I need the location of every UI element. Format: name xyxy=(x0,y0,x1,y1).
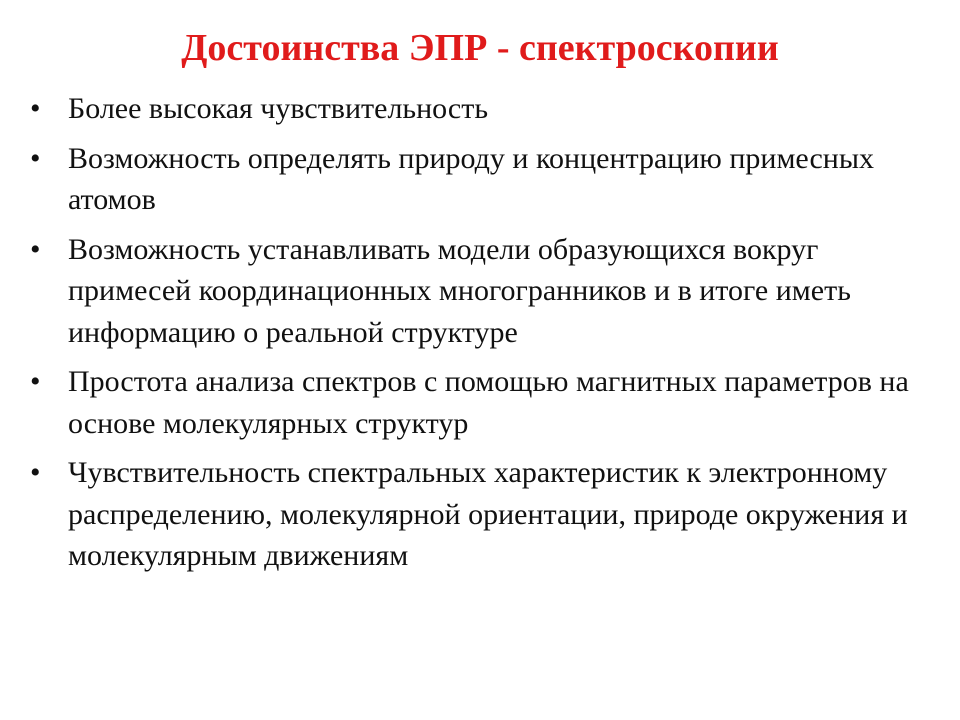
bullet-text: Возможность устанавливать модели образующихся вокруг примесей координационных многогранников и в итоге иметь информацию о реальной структуре xyxy=(68,232,851,349)
slide-title: Достоинства ЭПР - спектроскопии xyxy=(181,27,779,69)
bullet-item-impurity-nature xyxy=(30,138,940,221)
bullet-item-coordination-models xyxy=(30,229,940,354)
bullet-dot-icon: • xyxy=(30,92,41,125)
bullet-dot-icon: • xyxy=(30,365,41,398)
bullet-text: Простота анализа спектров с помощью магнитных параметров на основе молекулярных структур xyxy=(68,365,909,440)
bullet-text: Чувствительность спектральных характеристик к электронному распределению, молекулярной ориентации, природе окружения и молекулярным движениям xyxy=(68,456,908,572)
bullet-item-spectra-analysis xyxy=(30,361,940,444)
bullet-dot-icon: • xyxy=(30,456,41,489)
bullet-dot-icon: • xyxy=(30,232,41,266)
bullet-text: Возможность определять природу и концентрацию примесных атомов xyxy=(68,141,875,216)
bullet-list xyxy=(30,88,940,585)
bullet-item-spectral-sensitivity xyxy=(30,452,940,577)
bullet-dot-icon: • xyxy=(30,141,41,175)
bullet-text: Более высокая чувствительность xyxy=(68,92,489,125)
bullet-item-sensitivity xyxy=(30,88,940,130)
